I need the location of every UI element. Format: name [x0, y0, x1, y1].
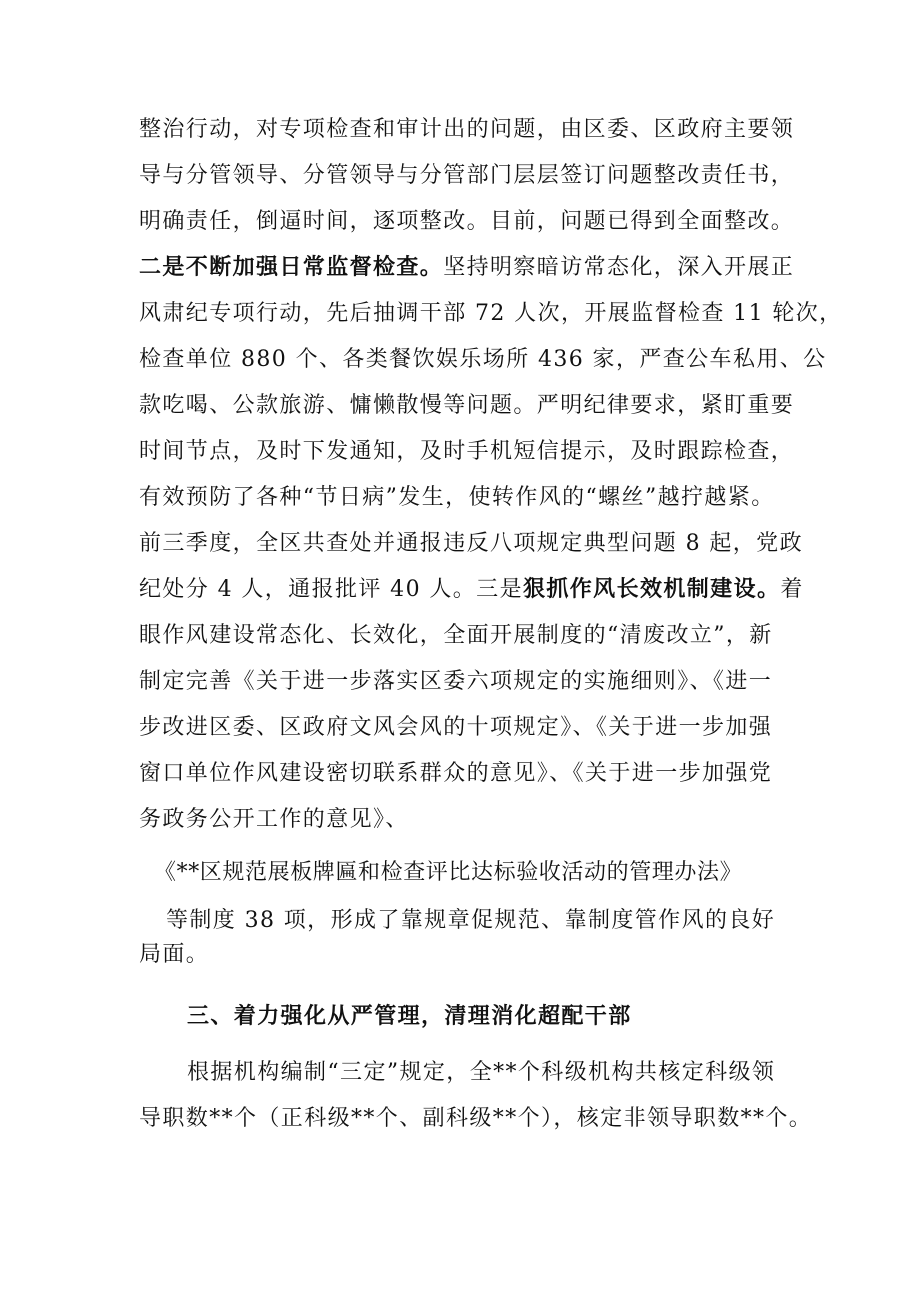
text-line: 导与分管领导、分管领导与分管部门层层签订问题整改责任书，: [139, 163, 795, 188]
text-line: 局面。: [139, 942, 210, 967]
text-line: 款吃喝、公款旅游、慵懒散慢等问题。严明纪律要求，紧盯重要: [139, 393, 795, 418]
text-line: [139, 575, 804, 605]
text-segment: 着: [780, 577, 804, 602]
section-heading: 三、着力强化从严管理，清理消化超配干部: [187, 1004, 632, 1029]
text-line: 根据机构编制“三定”规定，全**个科级机构共核定科级领: [187, 1060, 776, 1085]
text-line: 窗口单位作风建设密切联系群众的意见》、《关于进一步加强党: [139, 761, 773, 786]
text-line: [139, 253, 794, 283]
text-line: 务政务公开工作的意见》、: [139, 807, 409, 832]
bold-phrase: 狠抓作风长效机制建设。: [522, 577, 781, 602]
text-line: 等制度 38 项，形成了靠规章促规范、靠制度管作风的良好: [166, 908, 776, 933]
text-line: 整治行动，对专项检查和审计出的问题，由区委、区政府主要领: [139, 117, 795, 142]
text-segment: 坚持明察暗访常态化，深入开展正: [443, 255, 795, 280]
text-line: 制定完善《关于进一步落实区委六项规定的实施细则》、《进一: [139, 669, 773, 694]
text-line: 风肃纪专项行动，先后抽调干部 72 人次，开展监督检查 11 轮次，: [139, 301, 843, 326]
text-segment: 纪处分 4 人，通报批评 40 人。三是: [139, 577, 523, 602]
text-line: 时间节点，及时下发通知，及时手机短信提示，及时跟踪检查，: [139, 439, 795, 464]
text-line: 《**区规范展板牌匾和检查评比达标验收活动的管理办法》: [154, 860, 743, 885]
text-line: 导职数**个（正科级**个、副科级**个），核定非领导职数**个。: [139, 1106, 813, 1131]
text-line: 明确责任，倒逼时间，逐项整改。目前，问题已得到全面整改。: [139, 209, 795, 234]
text-line: 前三季度，全区共查处并通报违反八项规定典型问题 8 起，党政: [139, 531, 803, 556]
text-line: 有效预防了各种“节日病”发生，使转作风的“螺丝”越拧越紧。: [139, 485, 775, 510]
bold-phrase: 二是不断加强日常监督检查。: [139, 255, 444, 280]
text-line: 步改进区委、区政府文风会风的十项规定》、《关于进一步加强: [139, 715, 773, 740]
text-line: 眼作风建设常态化、长效化，全面开展制度的“清废改立”，新: [139, 623, 773, 648]
text-line: 检查单位 880 个、各类餐饮娱乐场所 436 家，严查公车私用、公: [139, 347, 827, 372]
